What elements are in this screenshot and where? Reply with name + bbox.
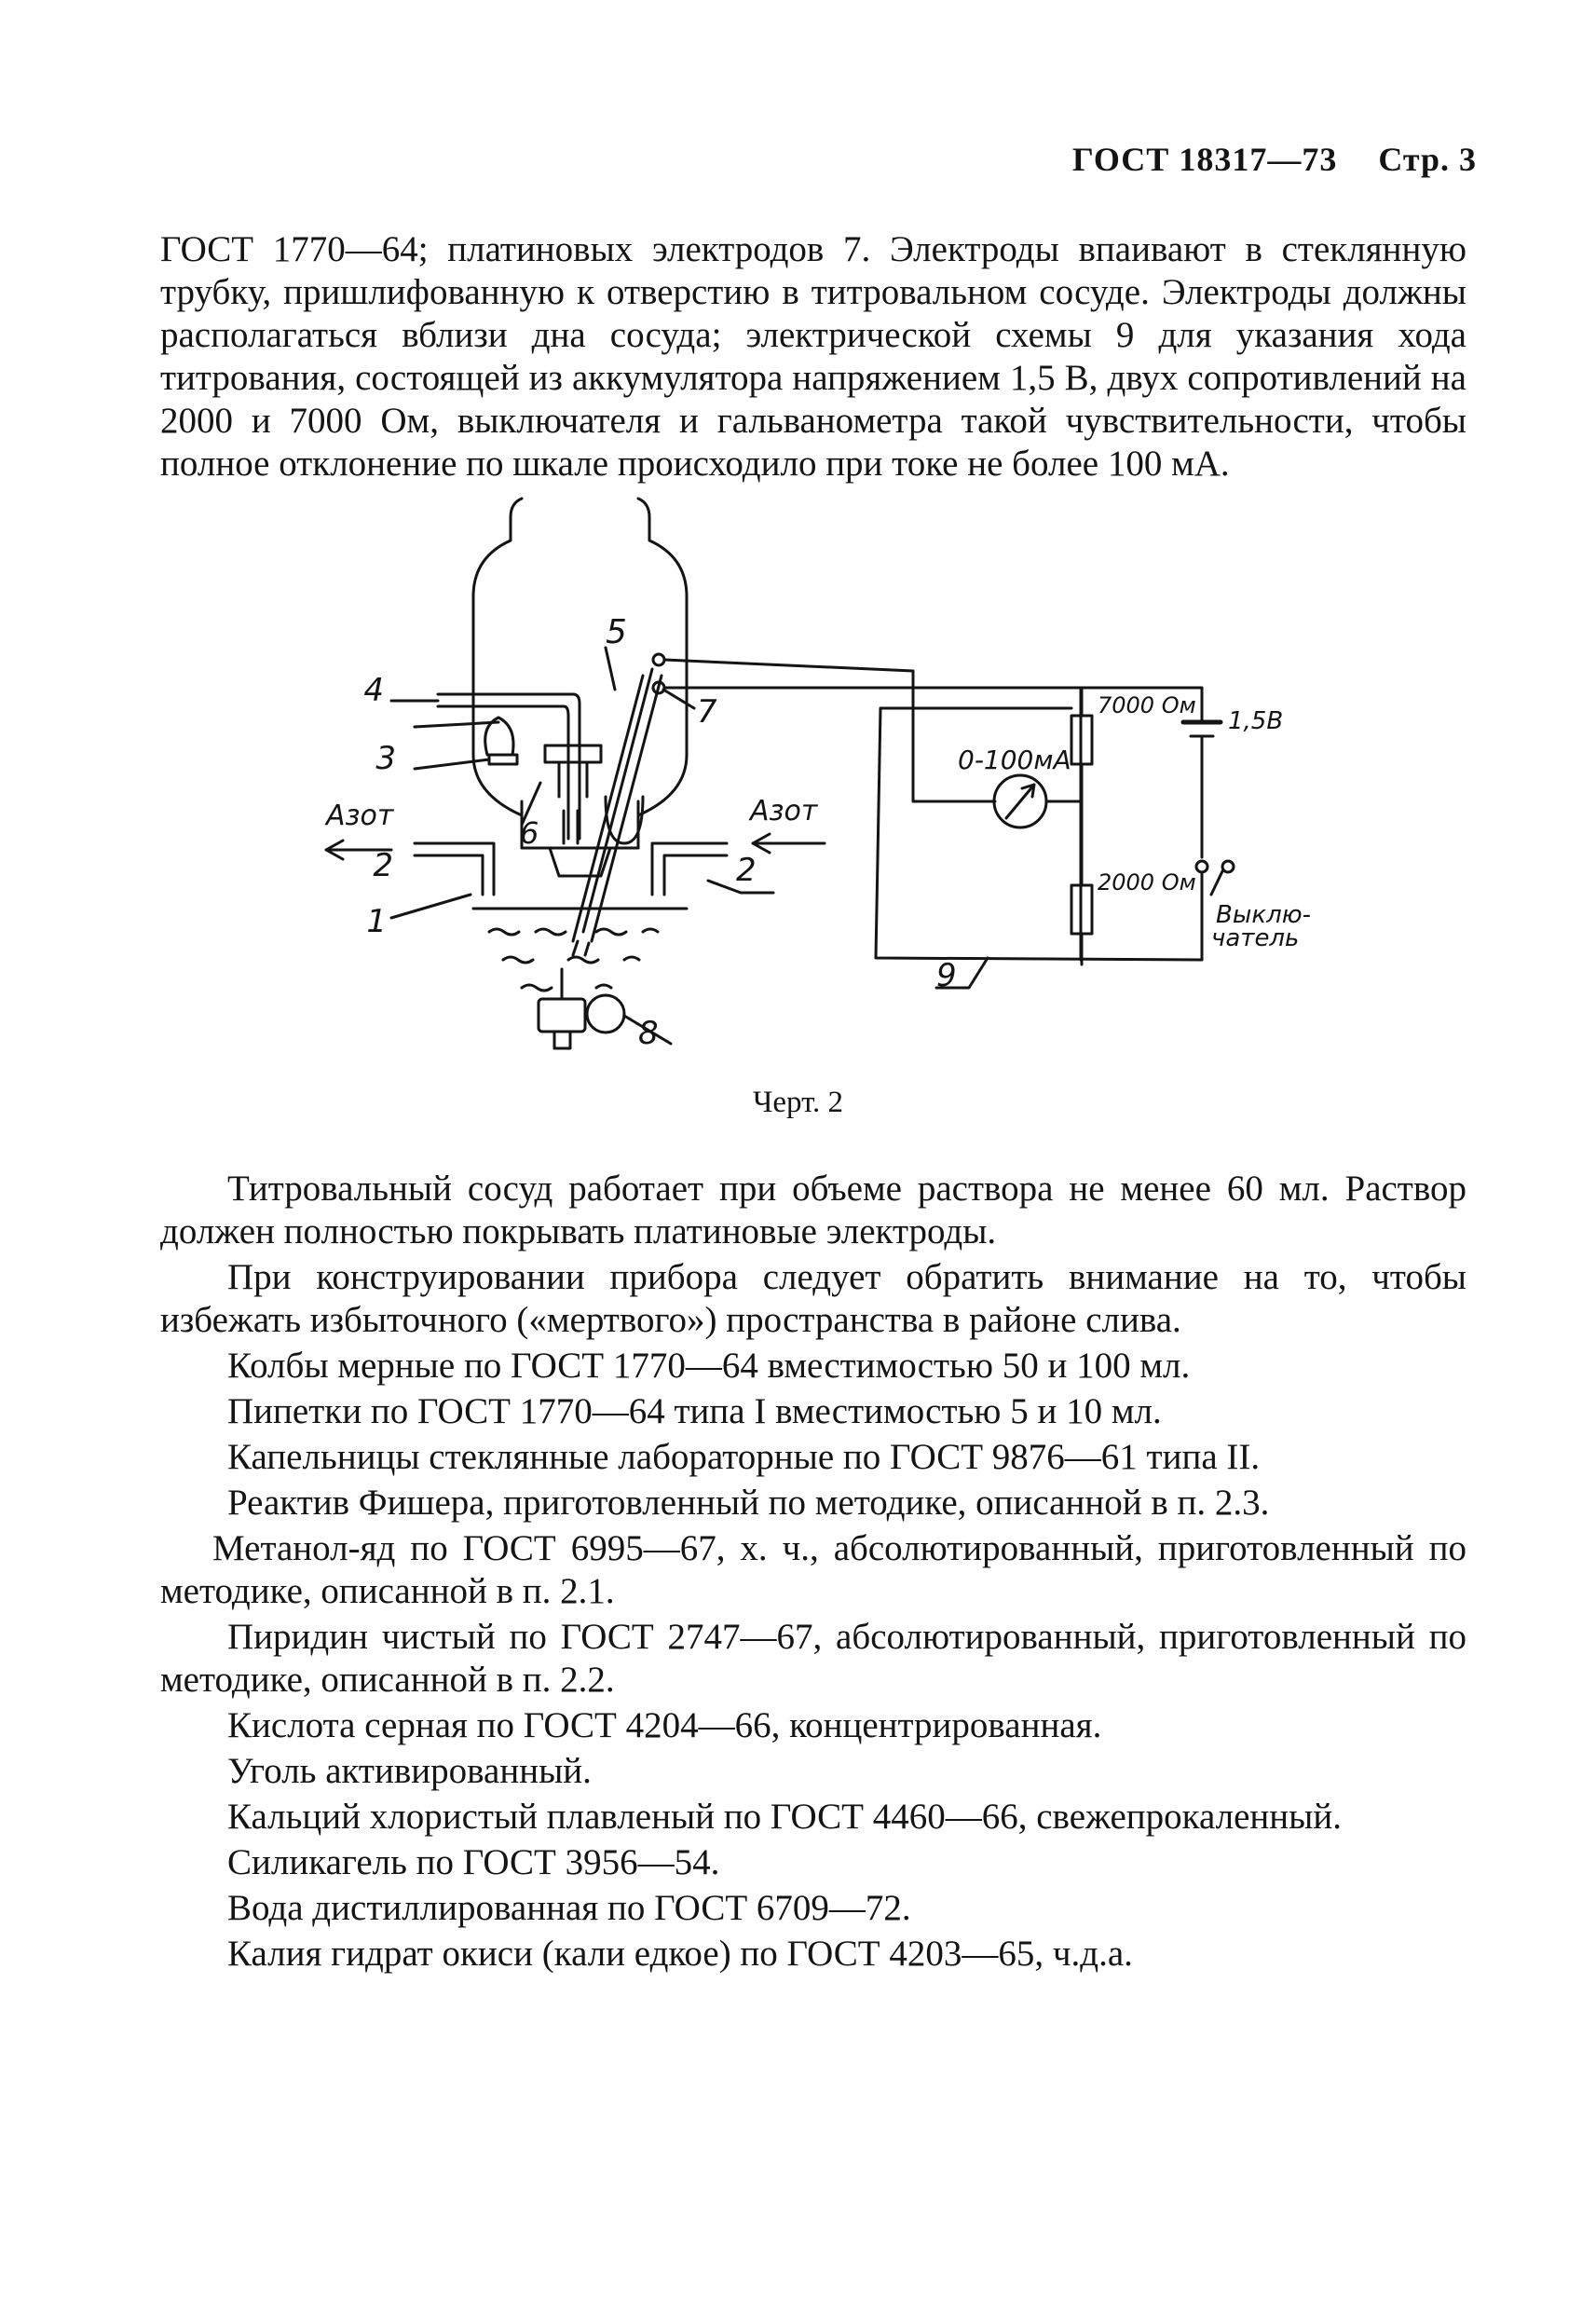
vessel-outline [473,517,522,815]
label-battery: 1,5В [1228,707,1284,735]
apparatus-diagram [0,0,1596,1118]
list-item: Колбы мерные по ГОСТ 1770—64 вместимостью 50 и 100 мл. [227,1346,1191,1386]
list-item: Кислота серная по ГОСТ 4204—66, концентрированная. [227,1705,1102,1745]
label-nitrogen-in: Азот [750,795,818,827]
label-4: 4 [363,672,384,709]
label-7: 7 [697,693,717,731]
figure-caption: Черт. 2 [752,1086,844,1119]
list-item: Уголь активированный. [227,1751,592,1791]
label-5: 5 [606,613,627,651]
list-item: Реактив Фишера, приготовленный по методике, описанной в п. 2.3. [227,1483,1270,1523]
label-r2000: 2000 Ом [1098,869,1196,896]
label-nitrogen-out: Азот [326,800,394,832]
label-switch-1: Выклю- [1216,901,1311,929]
list-item: Силикагель по ГОСТ 3956—54. [227,1842,720,1882]
label-galvanometer: 0-100мА [958,745,1071,775]
label-8: 8 [638,1015,659,1052]
switch [1196,861,1207,872]
intro-paragraph: ГОСТ 1770—64; платиновых электродов 7. Электроды впаивают в стеклянную трубку, пришлифованную к отверстию в титровальном сосуде. Электроды должны располагаться вблизи дна сосуда; электрической схемы 9 для указания хода титрования, состоящей из аккумулятора напряжением 1,5 В, двух сопротивлений на 2000 и 7000 Ом, выключателя и гальванометра такой чувствительности, чтобы полное отклонение по шкале происходило при токе не более 100 мА. [160,229,1466,484]
label-2-right: 2 [736,852,757,889]
label-r7000: 7000 Ом [1098,692,1196,718]
label-9: 9 [936,957,957,994]
list-item: Кальций хлористый плавленый по ГОСТ 4460—66, свежепрокаленный. [227,1797,1342,1837]
list-item: Вода дистиллированная по ГОСТ 6709—72. [227,1888,911,1928]
label-2-left: 2 [373,847,393,884]
page-number: Стр. 3 [1378,141,1477,178]
standard-number: ГОСТ 18317—73 [1071,141,1338,178]
list-item: Пипетки по ГОСТ 1770—64 типа I вместимостью 5 и 10 мл. [227,1391,1162,1431]
label-3: 3 [375,740,396,777]
paragraph: Титровальный сосуд работает при объеме раствора не менее 60 мл. Раствор должен полностью покрывать платиновые электроды. [160,1169,1466,1251]
list-item: Метанол-яд по ГОСТ 6995—67, х. ч., абсолютированный, приготовленный по методике, описанной в п. 2.1. [160,1528,1466,1611]
paragraph: При конструировании прибора следует обратить внимание на то, чтобы избежать избыточного («мертвого») пространства в районе слива. [160,1257,1466,1340]
list-item: Пиридин чистый по ГОСТ 2747—67, абсолютированный, приготовленный по методике, описанной в п. 2.2. [160,1617,1466,1700]
list-item: Калия гидрат окиси (кали едкое) по ГОСТ 4203—65, ч.д.а. [227,1934,1133,1974]
body-block [160,1165,1466,1976]
list-item: Капельницы стеклянные лабораторные по ГОСТ 9876—61 типа II. [227,1437,1261,1477]
label-6: 6 [520,815,539,851]
circuit-wire [664,660,995,801]
label-1: 1 [366,903,387,940]
label-switch-2: чатель [1211,924,1300,952]
